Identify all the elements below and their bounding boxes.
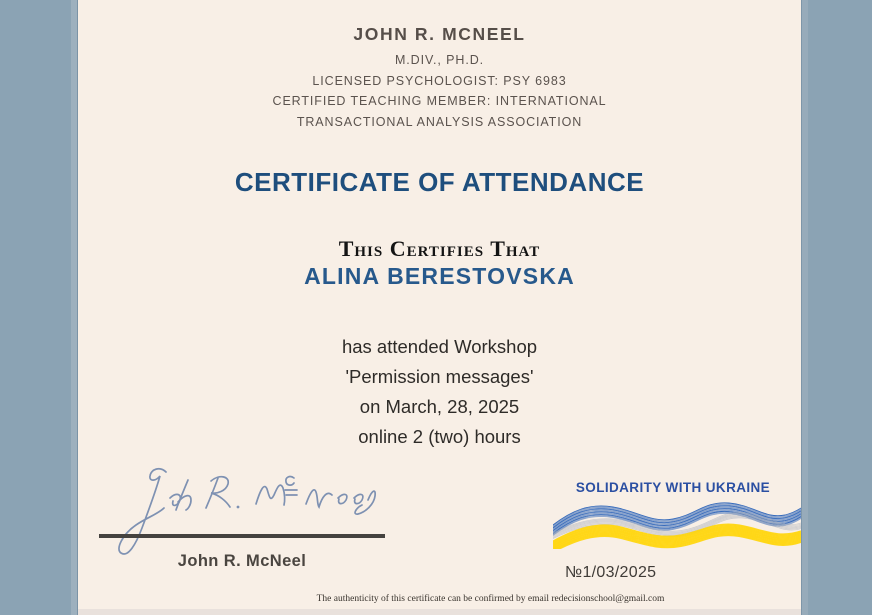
certificate-number: №1/03/2025 xyxy=(565,564,657,581)
certificate-title: CERTIFICATE OF ATTENDANCE xyxy=(234,167,645,197)
ukraine-flag-graphic xyxy=(553,497,801,549)
issuer-name: JOHN R. MCNEEL xyxy=(353,24,526,44)
credential-line: TRANSACTIONAL ANALYSIS ASSOCIATION xyxy=(296,114,583,129)
signer-printed-name: John R. McNeel xyxy=(177,552,307,570)
credential-line: LICENSED PSYCHOLOGIST: PSY 6983 xyxy=(312,73,567,88)
credential-line: M.DIV., PH.D. xyxy=(394,53,485,67)
certificate-body xyxy=(78,332,801,452)
solidarity-label: SOLIDARITY WITH UKRAINE xyxy=(575,480,771,495)
recipient-name: ALINA BERESTOVSKA xyxy=(304,263,575,289)
certificate-page xyxy=(78,0,801,615)
body-line: on March, 28, 2025 xyxy=(359,396,520,417)
credential-line: CERTIFIED TEACHING MEMBER: INTERNATIONAL xyxy=(272,94,607,108)
signature-rule xyxy=(99,534,385,538)
issuer-credentials xyxy=(78,50,801,132)
page-bottom-edge xyxy=(78,609,801,615)
body-line: has attended Workshop xyxy=(341,336,538,357)
authenticity-note: The authenticity of this certificate can be confirmed by email redecisionschool@gmail.com xyxy=(316,594,665,604)
body-line: 'Permission messages' xyxy=(345,366,534,387)
body-line: online 2 (two) hours xyxy=(358,426,521,447)
certifies-label: This Certifies That xyxy=(338,236,541,261)
signature-handwriting xyxy=(106,462,376,562)
